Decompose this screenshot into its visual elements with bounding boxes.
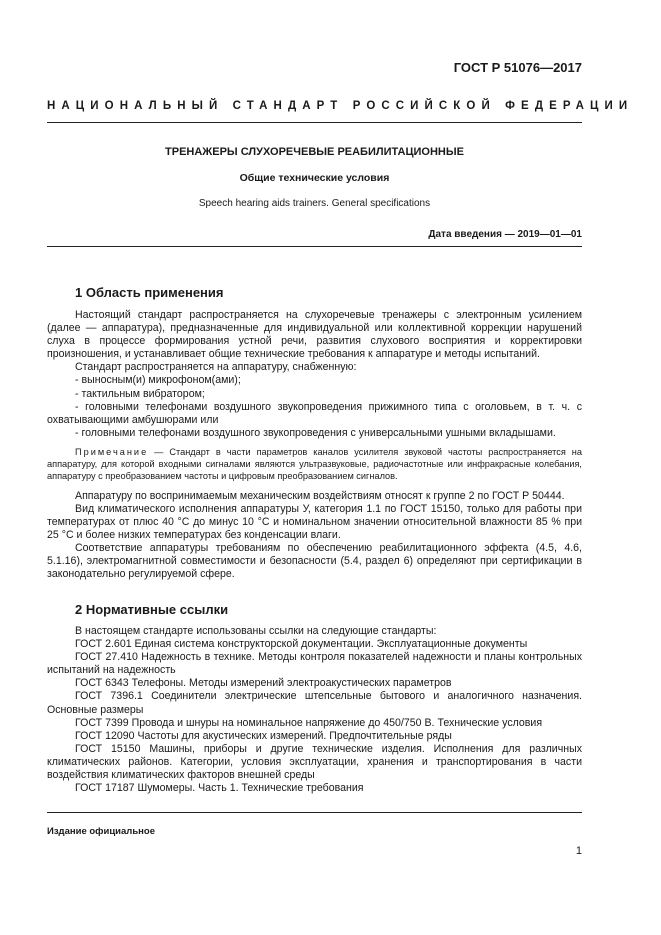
section1-paragraph: Аппаратуру по воспринимаемым механическим воздействиям относят к группе 2 по ГОСТ Р 50444. [75,489,565,502]
document-title: ТРЕНАЖЕРЫ СЛУХОРЕЧЕВЫЕ РЕАБИЛИТАЦИОННЫЕ [165,146,464,158]
section1-paragraph: Вид климатического исполнения аппаратуры У, категория 1.1 по ГОСТ 15150, только для работы при температурах от плюс 40 °С до минус 10 °С и номинальном значении относительной влажности 85 % при 25 °С и более низких температурах без конденсации влаги. [47,502,582,541]
reference-item: ГОСТ 7399 Провода и шнуры на номинальное напряжение до 450/750 В. Технические условия [75,716,543,729]
footer-divider [47,812,582,813]
header-divider [47,122,582,123]
reference-item: ГОСТ 27.410 Надежность в технике. Методы контроля показателей надежности и планы контрольных испытаний на надежность [47,651,582,677]
section1-heading: 1 Область применения [75,285,224,300]
document-subtitle: Общие технические условия [239,172,390,184]
list-item: - головными телефонами воздушного звукопроведения прижимного типа с оголовьем, в т. ч. с охватывающими амбушюрами или [47,400,582,426]
reference-item: ГОСТ 12090 Частоты для акустических измерений. Предпочтительные ряды [75,729,452,742]
reference-item: ГОСТ 15150 Машины, приборы и другие технические изделия. Исполнения для различных климатических районов. Категории, условия эксплуатации, хранения и транспортирования в части воздействия климатических факторов внешней среды [47,742,582,782]
page-number: 1 [575,845,582,857]
note [47,446,582,483]
effective-date: Дата введения — 2019—01—01 [428,229,582,240]
note-label: Примечание [75,446,149,457]
list-item: - выносным(и) микрофоном(ами); [75,374,241,387]
reference-item: ГОСТ 17187 Шумомеры. Часть 1. Технические требования [75,782,364,795]
section2-heading: 2 Нормативные ссылки [75,602,229,617]
note-text: — Стандарт в части параметров каналов усилителя звуковой частоты распространяется на аппаратуру, для которой входными сигналами являются ультразвуковые, радиочастотные или инфракрасные колебания, аппаратуру с преобразованием частоты и цифровым преобразованием сигналов. [47,446,582,482]
section2-intro: В настоящем стандарте использованы ссылки на следующие стандарты: [75,625,437,637]
reference-item: ГОСТ 7396.1 Соединители электрические штепсельные бытового и аналогичного назначения. Основные размеры [47,690,582,716]
national-standard-title: НАЦИОНАЛЬНЫЙ СТАНДАРТ РОССИЙСКОЙ ФЕДЕРАЦИИ [47,100,634,112]
standard-code: ГОСТ Р 51076—2017 [453,60,582,75]
list-item: - головными телефонами воздушного звукопроведения с универсальными ушными вкладышами. [75,426,556,439]
reference-item: ГОСТ 6343 Телефоны. Методы измерений электроакустических параметров [75,677,452,690]
section2-body [47,625,582,795]
reference-item: ГОСТ 2.601 Единая система конструкторской документации. Эксплуатационные документы [75,638,528,651]
title-divider [47,246,582,247]
section1-paragraph: Стандарт распространяется на аппаратуру, снабженную: [75,361,357,374]
section1-paragraph: Настоящий стандарт распространяется на слухоречевые тренажеры с электронным усилением (далее — аппаратура), предназначенные для индивидуальной или коллективной коррекции нарушений слуха в процессе формирования устной речи, развития слухового восприятия и корректировки произношения, и устанавливает общие технические требования к аппаратуре и методы испытаний. [47,309,582,361]
list-item: - тактильным вибратором; [75,387,205,400]
english-title: Speech hearing aids trainers. General specifications [198,198,431,209]
official-edition-label: Издание официальное [47,826,155,837]
section1-paragraph: Соответствие аппаратуры требованиям по обеспечению реабилитационного эффекта (4.5, 4.6, 5.1.16), электромагнитной совместимости и безопасности (5.4, раздел 6) определяют при сертификации в законодательно регулируемой сфере. [47,541,582,581]
section1-body [47,309,582,581]
